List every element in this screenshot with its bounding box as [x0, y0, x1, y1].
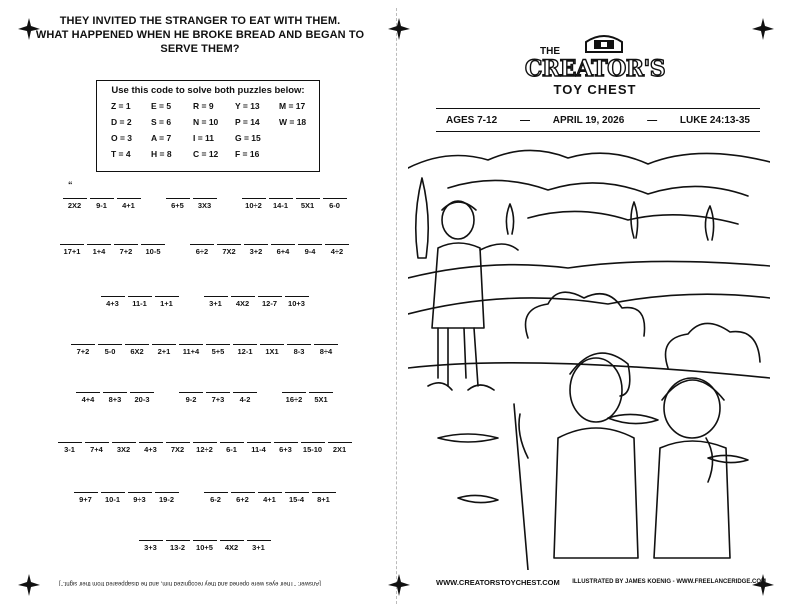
- math-clue: 20-3: [134, 395, 150, 404]
- answer-line[interactable]: [285, 484, 309, 493]
- math-clue: 12÷2: [196, 445, 213, 454]
- answer-line[interactable]: [220, 532, 244, 541]
- puzzle-question-line1: THEY INVITED THE STRANGER TO EAT WITH THEM.: [59, 15, 341, 27]
- math-clue: 8-3: [293, 347, 305, 356]
- math-clue: 7+3: [211, 395, 225, 404]
- code-key-item: E = 5: [151, 101, 172, 111]
- math-clue: 6-0: [329, 201, 340, 210]
- answer-line[interactable]: [117, 190, 141, 199]
- answer-line[interactable]: [101, 288, 125, 297]
- lesson-info-bar: [436, 108, 760, 132]
- creators-toy-chest-logo: [520, 28, 670, 100]
- math-clue: 4+1: [122, 201, 135, 210]
- answer-line[interactable]: [301, 434, 325, 443]
- answer-line[interactable]: [60, 236, 84, 245]
- math-clue: 11+4: [182, 347, 200, 356]
- answer-line[interactable]: [101, 484, 125, 493]
- illustrator-credit: ILLUSTRATED BY JAMES KOENIG - WWW.FREELANCERIDGE.COM: [572, 579, 766, 585]
- ages-label: AGES 7-12: [446, 114, 498, 126]
- math-clue: 9-2: [185, 395, 197, 404]
- answer-line[interactable]: [274, 434, 298, 443]
- math-clue: 10-1: [104, 495, 120, 504]
- math-clue: 9-1: [96, 201, 107, 210]
- answer-line[interactable]: [258, 484, 282, 493]
- answer-line[interactable]: [179, 384, 203, 393]
- math-clue: 8+3: [108, 395, 122, 404]
- code-key-item: S = 6: [151, 117, 172, 127]
- math-clue: 2X1: [332, 445, 347, 454]
- corner-ornament-icon: [752, 18, 774, 40]
- answer-line[interactable]: [112, 434, 136, 443]
- math-clue: 4+3: [144, 445, 157, 454]
- math-clue: 9+7: [79, 495, 92, 504]
- math-clue: 8+1: [317, 495, 330, 504]
- corner-ornament-icon: [388, 574, 410, 596]
- math-clue: 3X3: [197, 201, 212, 210]
- math-clue: 19-2: [158, 495, 174, 504]
- answer-line[interactable]: [74, 484, 98, 493]
- math-clue: 12-7: [261, 299, 277, 308]
- math-clue: 3+1: [252, 543, 265, 552]
- answer-line[interactable]: [269, 190, 293, 199]
- code-key-item: [279, 149, 319, 159]
- answer-line[interactable]: [58, 434, 82, 443]
- answer-line[interactable]: [260, 336, 284, 345]
- code-key-item: Y = 13: [235, 101, 260, 111]
- code-key-item: O = 3: [111, 133, 133, 143]
- code-key-item: C = 12: [193, 149, 219, 159]
- answer-line[interactable]: [128, 288, 152, 297]
- answer-line[interactable]: [296, 190, 320, 199]
- answer-line[interactable]: [233, 384, 257, 393]
- math-clue: 3+2: [249, 247, 263, 256]
- code-key-item: G = 15: [235, 133, 261, 143]
- answer-line[interactable]: [166, 532, 190, 541]
- math-clue: 11-4: [251, 445, 266, 454]
- math-clue: 4X2: [235, 299, 250, 308]
- math-clue: 6+4: [276, 247, 290, 256]
- answer-line[interactable]: [206, 384, 230, 393]
- math-clue: 2X2: [67, 201, 82, 210]
- logo-the: THE: [540, 46, 560, 57]
- answer-line[interactable]: [179, 336, 203, 345]
- answer-line[interactable]: [155, 288, 179, 297]
- math-clue: 10+3: [288, 299, 305, 308]
- answer-line[interactable]: [220, 434, 244, 443]
- math-clue: 1+4: [92, 247, 106, 256]
- answer-line[interactable]: [103, 384, 127, 393]
- answer-line[interactable]: [90, 190, 114, 199]
- answer-line[interactable]: [233, 336, 257, 345]
- answer-line[interactable]: [125, 336, 149, 345]
- answer-line[interactable]: [271, 236, 295, 245]
- answer-line[interactable]: [155, 484, 179, 493]
- code-key-item: [279, 133, 319, 143]
- math-clue: 9-4: [304, 247, 316, 256]
- answer-line[interactable]: [71, 336, 95, 345]
- puzzle-question-line2: WHAT HAPPENED WHEN HE BROKE BREAD AND BEGAN TO SERVE THEM?: [35, 29, 365, 55]
- page-fold-line: [396, 8, 397, 604]
- math-clue: 16÷2: [285, 395, 303, 404]
- answer-line[interactable]: [152, 336, 176, 345]
- math-clue: 5+5: [211, 347, 225, 356]
- math-clue: 4÷2: [330, 247, 344, 256]
- answer-line[interactable]: [139, 532, 163, 541]
- answer-line[interactable]: [298, 236, 322, 245]
- answer-line[interactable]: [76, 384, 100, 393]
- answer-line[interactable]: [314, 336, 338, 345]
- math-clue: 10-5: [145, 247, 161, 256]
- code-key-item: I = 11: [193, 133, 215, 143]
- answer-line[interactable]: [244, 236, 268, 245]
- answer-line[interactable]: [193, 190, 217, 199]
- math-clue: 12-1: [237, 347, 253, 356]
- puzzle-question: [30, 14, 370, 56]
- answer-line[interactable]: [247, 434, 271, 443]
- answer-line[interactable]: [114, 236, 138, 245]
- math-clue: 7+2: [76, 347, 90, 356]
- toy-chest-icon: [582, 30, 626, 54]
- corner-ornament-icon: [18, 574, 40, 596]
- answer-line[interactable]: [166, 434, 190, 443]
- math-clue: 7+2: [119, 247, 133, 256]
- answer-line[interactable]: [87, 236, 111, 245]
- answer-line[interactable]: [141, 236, 165, 245]
- math-clue: 4X2: [224, 543, 239, 552]
- math-clue: 5X1: [300, 201, 315, 210]
- answer-line[interactable]: [204, 484, 228, 493]
- math-clue: 4-2: [239, 395, 251, 404]
- math-clue: 13-2: [169, 543, 185, 552]
- answer-line[interactable]: [190, 236, 214, 245]
- code-key-box: [96, 80, 320, 172]
- math-clue: 6÷2: [195, 247, 209, 256]
- math-clue: 10+5: [196, 543, 213, 552]
- corner-ornament-icon: [388, 18, 410, 40]
- math-clue: 6+2: [236, 495, 249, 504]
- code-key-item: T = 4: [111, 149, 131, 159]
- code-key-item: H = 8: [151, 149, 172, 159]
- code-key-item: F = 16: [235, 149, 260, 159]
- code-key-item: N = 10: [193, 117, 219, 127]
- coloring-illustration: [408, 138, 770, 570]
- math-clue: 5X1: [314, 395, 328, 404]
- answer-text: [Answer: "Their eyes were opened and they recognized him, and he disappeared from their sight."]: [59, 580, 321, 586]
- code-key-item: Z = 1: [111, 101, 131, 111]
- math-clue: 4+4: [81, 395, 95, 404]
- code-key-item: A = 7: [151, 133, 172, 143]
- scripture-reference: LUKE 24:13-35: [679, 114, 750, 126]
- math-clue: 6X2: [130, 347, 144, 356]
- code-key-item: M = 17: [279, 101, 306, 111]
- answer-line[interactable]: [204, 288, 228, 297]
- math-clue: 9÷3: [133, 495, 146, 504]
- math-clue: 6-2: [210, 495, 221, 504]
- answer-line[interactable]: [128, 484, 152, 493]
- answer-line[interactable]: [323, 190, 347, 199]
- math-clue: 1+1: [160, 299, 173, 308]
- math-clue: 14-1: [272, 201, 288, 210]
- math-clue: 15-10: [302, 445, 323, 454]
- answer-line[interactable]: [309, 384, 333, 393]
- answer-line[interactable]: [139, 434, 163, 443]
- answer-line[interactable]: [231, 484, 255, 493]
- answer-line[interactable]: [130, 384, 154, 393]
- answer-line[interactable]: [328, 434, 352, 443]
- answer-line[interactable]: [85, 434, 109, 443]
- math-clue: 7X2: [170, 445, 185, 454]
- answer-line[interactable]: [247, 532, 271, 541]
- math-clue: 2+1: [157, 347, 171, 356]
- math-clue: 15-4: [288, 495, 304, 504]
- separator-dash: —: [519, 114, 530, 126]
- answer-line[interactable]: [206, 336, 230, 345]
- math-clue: 6+5: [171, 201, 184, 210]
- math-clue: 8÷4: [319, 347, 333, 356]
- answer-line[interactable]: [193, 532, 217, 541]
- math-clue: 7X2: [222, 247, 236, 256]
- answer-line[interactable]: [258, 288, 282, 297]
- math-clue: 3X2: [116, 445, 131, 454]
- website-link[interactable]: WWW.CREATORSTOYCHEST.COM: [436, 578, 560, 587]
- answer-line[interactable]: [63, 190, 87, 199]
- lesson-date: APRIL 19, 2026: [552, 114, 625, 126]
- footer: [436, 578, 766, 587]
- code-key-item: D = 2: [111, 117, 132, 127]
- logo-creators: CREATOR'S: [524, 56, 666, 82]
- math-clue: 11-1: [132, 299, 147, 308]
- math-clue: 4+1: [263, 495, 276, 504]
- answer-line[interactable]: [217, 236, 241, 245]
- code-key-item: W = 18: [279, 117, 307, 127]
- math-clue: 4+3: [106, 299, 119, 308]
- code-key-title: Use this code to solve both puzzles below:: [111, 85, 305, 96]
- answer-line[interactable]: [193, 434, 217, 443]
- answer-line[interactable]: [285, 288, 309, 297]
- code-key-item: R = 9: [193, 101, 214, 111]
- answer-line[interactable]: [242, 190, 266, 199]
- code-key-item: P = 14: [235, 117, 260, 127]
- math-clue: 3+1: [209, 299, 222, 308]
- math-clue: 6-1: [226, 445, 237, 454]
- math-clue: 7+4: [90, 445, 103, 454]
- answer-line[interactable]: [312, 484, 336, 493]
- answer-line[interactable]: [287, 336, 311, 345]
- answer-line[interactable]: [98, 336, 122, 345]
- math-clue: 5-0: [104, 347, 116, 356]
- answer-line[interactable]: [166, 190, 190, 199]
- answer-line[interactable]: [325, 236, 349, 245]
- answer-line[interactable]: [282, 384, 306, 393]
- math-clue: 1X1: [265, 347, 279, 356]
- answer-line[interactable]: [231, 288, 255, 297]
- math-clue: 17+1: [63, 247, 81, 256]
- math-clue: 3+3: [144, 543, 157, 552]
- code-key-grid: [111, 101, 319, 159]
- math-clue: 6+3: [279, 445, 292, 454]
- logo-toy-chest: TOY CHEST: [553, 82, 637, 97]
- math-clue: 10÷2: [245, 201, 262, 210]
- separator-dash: —: [647, 114, 658, 126]
- open-quote: “: [68, 180, 73, 190]
- math-clue: 3-1: [64, 445, 75, 454]
